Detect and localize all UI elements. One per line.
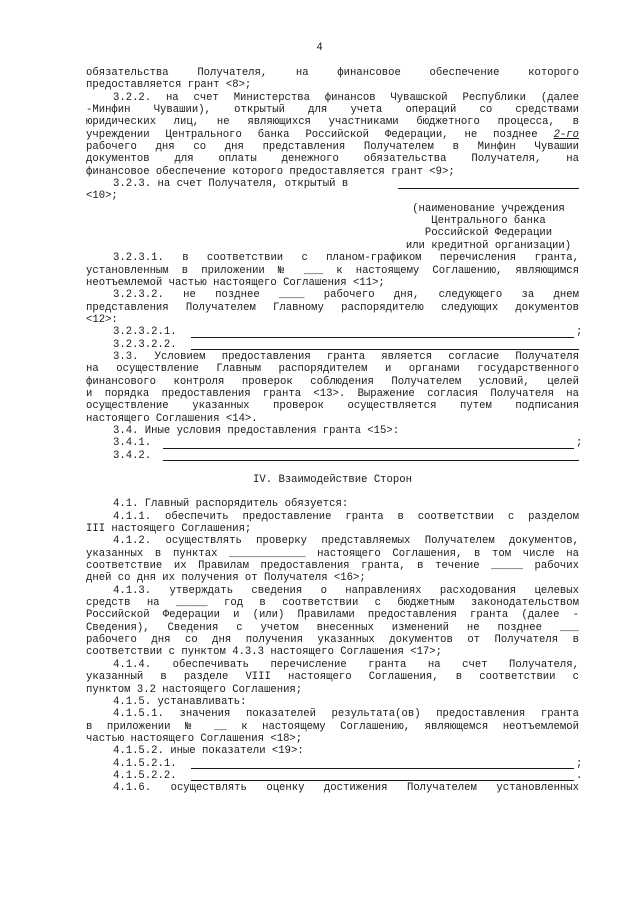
text-fragment: 3.4.2. [113,449,152,462]
text-line: обязательства Получателя, на финансовое обеспечение которого [86,67,579,79]
text-line: указанных в пунктах ____________ настоящего Соглашения, в том числе на [86,547,579,560]
clause-3-4-2 [86,450,579,462]
text-line: в приложении № __ к настоящему Соглашению, являющемся неотъемлемой [86,720,579,733]
clause-4-1-5-1: 4.1.5.1. значения показателей результата(ов) предоставления гранта [113,708,579,721]
text-line: указанный в разделе VIII настоящего Соглашения, в соответствии с [86,671,579,684]
clause-4-1-3: 4.1.3. утверждать сведения о направлениях расходования целевых [113,584,579,597]
text-line: <10>; [86,190,118,203]
clause-4-1-6: 4.1.6. осуществлять оценку достижения Получателем установленных [113,782,579,795]
clause-4-1-5-2: 4.1.5.2. иные показатели <19>: [113,745,304,758]
clause-3-2-3-2-1 [86,326,583,339]
text-line: предоставляется грант <8>; [86,79,252,92]
page-number: 4 [316,42,323,54]
text-fragment: ; [576,437,583,450]
text-line: представления Получателем Главному распорядителю следующих документов [86,301,579,314]
clause-4-1-5-2-1 [86,757,583,770]
clause-4-1-5-2-2 [86,769,583,782]
text-line: неотъемлемой частью настоящего Соглашения <11>; [86,276,385,289]
clause-4-1-1: 4.1.1. обеспечить предоставление гранта в соответствии с разделом [113,510,579,523]
text-line: рабочего дня со дня получения указанных документов от Получателя в [86,634,579,647]
clause-3-2-2: 3.2.2. на счет Министерства финансов Чувашской Республики (далее [113,91,579,104]
clause-3-2-3-1: 3.2.3.1. в соответствии с планом-графиком перечисления гранта, [113,252,579,265]
underlined-day-term: 2-го [553,128,579,141]
text-line: соответствии с пунктом 4.3.3 настоящего Соглашения <17>; [86,646,443,659]
text-fragment: 4.1.5.2.1. [113,757,177,770]
fill-in-line [163,460,579,461]
clause-3-2-3 [86,178,579,190]
clause-4-1-5: 4.1.5. устанавливать: [113,695,247,708]
text-line: финансовое обеспечение которого предоставляется грант <9>; [86,165,455,178]
text-fragment: 3.4.1. [113,437,152,450]
document-body [86,67,583,795]
text-line: финансового контроля проверок соблюдения Получателем условий, целей [86,375,579,388]
clause-4-1: 4.1. Главный распорядитель обязуется: [113,498,349,511]
text-fragment: . [576,769,583,782]
clause-4-1-2: 4.1.2. осуществлять проверку представляемых Получателем документов, [113,535,579,548]
clause-3-4: 3.4. Иные условия предоставления гранта <15>: [113,424,400,437]
text-fragment: 4.1.5.2.2. [113,769,177,782]
fill-in-line [191,780,574,781]
footnote-caption: (наименование учреждения [412,202,565,215]
text-line: осуществление указанных проверок осуществляется путем подписания [86,400,579,413]
fill-in-line [191,337,574,338]
text-line: рабочего дня со дня представления Получателем в Минфин Чувашии [86,141,579,154]
text-line: и порядка предоставления гранта <13>. Выражение согласия Получателя на [86,387,579,400]
clause-4-1-4: 4.1.4. обеспечивать перечисление гранта на счет Получателя, [113,658,579,671]
text-fragment: ; [576,757,583,770]
text-line: на осуществление Главным распорядителем и органами государственного [86,363,579,376]
clause-3-2-3-2-2 [86,339,579,351]
text-line: документов для оплаты денежного обязательства Получателя, на [86,153,579,166]
fill-in-line [191,768,574,769]
text-line: юридических лиц, не являющихся участниками бюджетного процесса, в [86,116,579,129]
text-line: Российской Федерации и (или) Правилами предоставления гранта (далее - [86,609,579,622]
text-line: пунктом 3.2 настоящего Соглашения; [86,683,303,696]
text-fragment: 3.2.3.2.1. [113,326,177,339]
section-heading: IV. Взаимодействие Сторон [253,474,412,486]
text-fragment: 3.2.3. на счет Получателя, открытый в [113,178,349,191]
text-line: установленным в приложении № ___ к настоящему Соглашению, являющимся [86,264,579,277]
footnote-caption: Российской Федерации [424,227,553,240]
text-line: III настоящего Соглашения; [86,523,252,536]
text-line: средств на _____ год в соответствии с бюджетным законодательством [86,597,579,610]
text-line: дней со дня их получения от Получателя <16>; [86,572,366,585]
text-line: <12>: [86,313,118,326]
text-fragment: ; [576,326,583,339]
footnote-caption: или кредитной организации) [405,239,572,252]
text-fragment: 3.2.3.2.2. [113,338,177,351]
clause-3-4-1 [86,437,583,450]
text-line: -Минфин Чувашии), открытый для учета операций со средствами [86,104,579,117]
clause-3-3: 3.3. Условием предоставления гранта является согласие Получателя [113,350,579,363]
text-line: частью настоящего Соглашения <18>; [86,732,303,745]
fill-in-line [398,188,579,189]
text-line: соответствие их Правилам предоставления гранта, в течение _____ рабочих [86,560,579,573]
footnote-caption: Центрального банка [431,215,546,228]
text-line: Сведения), Сведения с учетом внесенных изменений не позднее ___ [86,621,579,634]
text-line [86,129,579,141]
clause-3-2-3-2: 3.2.3.2. не позднее ____ рабочего дня, следующего за днем [113,289,579,302]
fill-in-line [191,349,579,350]
fill-in-line [163,448,574,449]
text-line: настоящего Соглашения <14>. [86,412,258,425]
text-fragment: учреждении Центрального банка Российской Федерации, не позднее [86,128,538,141]
